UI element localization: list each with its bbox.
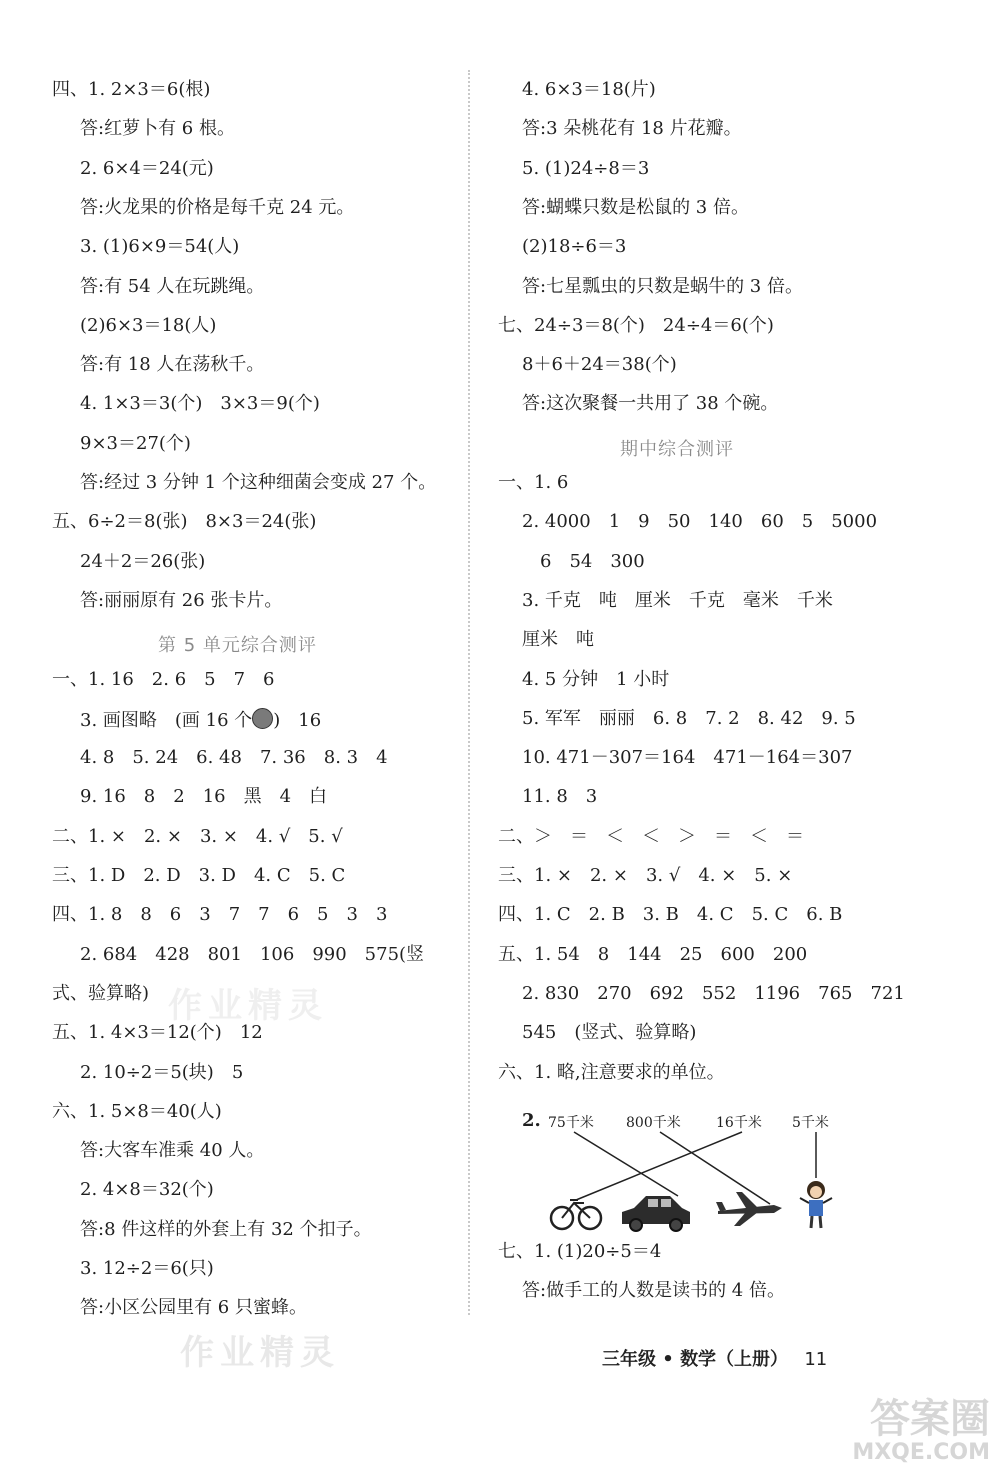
answer-line: 答:经过 3 分钟 1 个这种细菌会变成 27 个。 — [80, 472, 437, 493]
answer-line: 五、1. 54 8 144 25 600 200 — [498, 943, 808, 965]
answer-line: 三、1. D 2. D 3. D 4. C 5. C — [52, 865, 346, 886]
label-75km: 75千米 — [548, 1115, 594, 1131]
answer-line: 六、1. 5×8＝40(人) — [52, 1100, 222, 1122]
answer-line: 五、1. 4×3＝12(个) 12 — [52, 1022, 263, 1044]
answer-line: 11. 8 3 — [522, 786, 598, 808]
logo-url: MXQE.COM — [852, 1440, 990, 1465]
answer-line — [80, 708, 321, 732]
answer-line: 5. 军军 丽丽 6. 8 7. 2 8. 42 9. 5 — [522, 707, 856, 729]
answer-line: 8＋6＋24＝38(个) — [522, 354, 677, 376]
answer-line: 3. (1)6×9＝54(人) — [80, 236, 240, 258]
answer-line: 2. 4000 1 9 50 140 60 5 5000 — [522, 511, 878, 533]
answer-text-tail: ) 16 — [273, 709, 322, 731]
answer-line: 2. 4×8＝32(个) — [80, 1179, 214, 1201]
answer-line: (2)18÷6＝3 — [522, 236, 627, 258]
answer-line: 4. 5 分钟 1 小时 — [522, 668, 670, 690]
answer-line: 式、验算略) — [52, 982, 150, 1004]
answer-line: 答:蝴蝶只数是松鼠的 3 倍。 — [522, 196, 749, 218]
answer-text: 3. 画图略 (画 16 个 — [80, 709, 253, 731]
logo-text: 答案圈 — [870, 1396, 990, 1442]
footer-subject: 数学（上册） — [680, 1349, 789, 1370]
footer-separator: • — [662, 1349, 681, 1370]
answer-line: 5. (1)24÷8＝3 — [522, 157, 650, 179]
answer-line: 答:8 件这样的外套上有 32 个扣子。 — [80, 1218, 372, 1240]
matching-lines — [520, 1108, 850, 1238]
answer-line: (2)6×3＝18(人) — [80, 314, 217, 336]
gray-circle-icon — [252, 708, 273, 729]
answer-line: 六、1. 略,注意要求的单位。 — [498, 1061, 725, 1083]
answer-line: 答:有 18 人在荡秋千。 — [80, 354, 265, 376]
answer-line: 答:大客车准乘 40 人。 — [80, 1140, 265, 1162]
answer-line: 一、1. 16 2. 6 5 7 6 — [52, 668, 275, 690]
car-icon — [622, 1196, 690, 1231]
answer-line: 答:丽丽原有 26 张卡片。 — [80, 589, 283, 611]
label-800km: 800千米 — [626, 1115, 681, 1131]
answer-line: 二、1. × 2. × 3. × 4. √ 5. √ — [52, 825, 343, 847]
answer-line: 4. 6×3＝18(片) — [522, 79, 656, 100]
answer-line: 答:有 54 人在玩跳绳。 — [80, 275, 265, 297]
answer-line: 四、1. 2×3＝6(根) — [52, 79, 211, 100]
page-footer — [602, 1345, 827, 1371]
answer-line: 五、6÷2＝8(张) 8×3＝24(张) — [52, 511, 317, 533]
page-number: 11 — [804, 1349, 828, 1370]
answer-line: 2. 684 428 801 106 990 575(竖 — [80, 943, 425, 965]
answer-line: 答:红萝卜有 6 根。 — [80, 118, 235, 140]
answer-line: 9. 16 8 2 16 黑 4 白 — [80, 786, 328, 808]
answer-line: 24＋2＝26(张) — [80, 550, 206, 572]
section-title: 第 5 单元综合测评 — [158, 635, 317, 657]
figure-number: 2. — [522, 1110, 541, 1131]
answer-line: 答:七星瓢虫的只数是蜗牛的 3 倍。 — [522, 275, 803, 297]
answer-line: 答:做手工的人数是读书的 4 倍。 — [522, 1280, 785, 1302]
bicycle-icon — [551, 1200, 601, 1229]
footer-grade: 三年级 — [602, 1349, 656, 1370]
column-divider — [468, 70, 470, 1315]
answer-line: 三、1. × 2. × 3. √ 4. × 5. × — [498, 865, 793, 886]
site-logo — [852, 1397, 990, 1465]
section-title: 期中综合测评 — [620, 438, 734, 460]
answer-line: 一、1. 6 — [498, 472, 569, 493]
answer-line: 3. 千克 吨 厘米 千克 毫米 千米 — [522, 589, 833, 611]
answer-line: 2. 6×4＝24(元) — [80, 157, 214, 179]
answer-line: 4. 1×3＝3(个) 3×3＝9(个) — [80, 393, 320, 415]
answer-line: 答:这次聚餐一共用了 38 个碗。 — [522, 393, 779, 415]
answer-line: 二、＞ ＝ ＜ ＜ ＞ ＝ ＜ ＝ — [498, 825, 804, 847]
answer-line: 9×3＝27(个) — [80, 432, 191, 454]
answer-line: 答:小区公园里有 6 只蜜蜂。 — [80, 1297, 307, 1319]
answer-line: 545 (竖式、验算略) — [522, 1022, 697, 1044]
answer-line: 七、24÷3＝8(个) 24÷4＝6(个) — [498, 314, 774, 336]
answer-line: 4. 8 5. 24 6. 48 7. 36 8. 3 4 — [80, 747, 388, 769]
answer-line: 四、1. C 2. B 3. B 4. C 5. C 6. B — [498, 904, 843, 926]
answer-line: 3. 12÷2＝6(只) — [80, 1258, 214, 1279]
answer-line: 2. 830 270 692 552 1196 765 721 — [522, 982, 905, 1004]
answer-line: 答:3 朵桃花有 18 片花瓣。 — [522, 118, 742, 140]
child-icon — [800, 1181, 832, 1228]
answer-line: 6 54 300 — [540, 550, 645, 572]
watermark-bottom: 作业精灵 — [180, 1333, 340, 1373]
matching-figure — [520, 1108, 850, 1238]
answer-line: 七、1. (1)20÷5＝4 — [498, 1240, 662, 1262]
label-16km: 16千米 — [716, 1115, 762, 1131]
watermark-mid: 作业精灵 — [168, 986, 328, 1026]
answer-line: 答:火龙果的价格是每千克 24 元。 — [80, 196, 355, 218]
label-5km: 5千米 — [792, 1115, 829, 1131]
answer-line: 四、1. 8 8 6 3 7 7 6 5 3 3 — [52, 904, 388, 926]
airplane-icon — [716, 1192, 782, 1226]
answer-line: 2. 10÷2＝5(块) 5 — [80, 1061, 244, 1083]
answer-line: 10. 471－307＝164 471－164＝307 — [522, 747, 853, 769]
answer-line: 厘米 吨 — [522, 629, 594, 651]
